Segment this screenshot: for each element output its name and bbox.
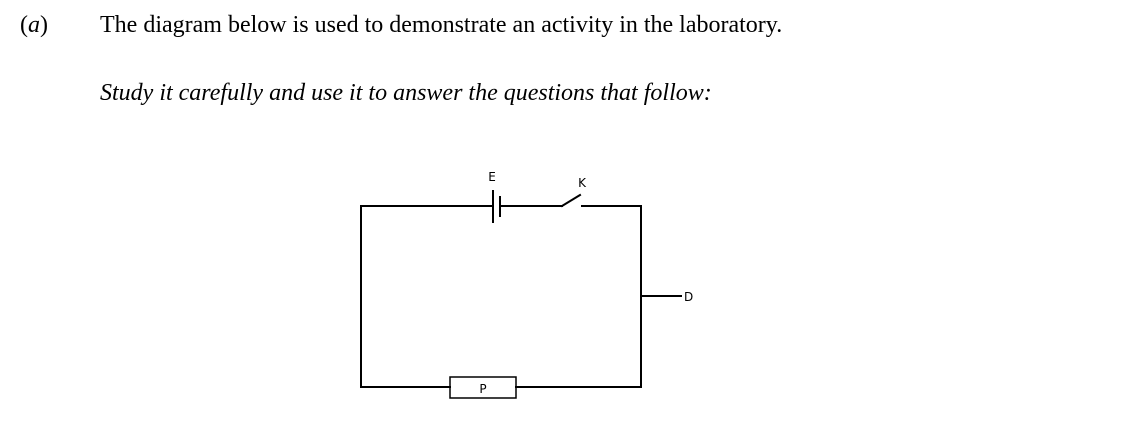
question-stem: The diagram below is used to demonstrate an activity in the laboratory. — [100, 12, 783, 38]
label-e: E — [488, 170, 496, 184]
label-k: K — [578, 176, 586, 190]
label-d: D — [684, 290, 694, 304]
label-p: P — [479, 382, 487, 396]
switch-blade — [562, 195, 580, 206]
part-letter: a — [28, 12, 40, 38]
question-part-label: (a) — [20, 12, 48, 38]
question-instruction: Study it carefully and use it to answer the questions that follow: — [100, 80, 712, 106]
